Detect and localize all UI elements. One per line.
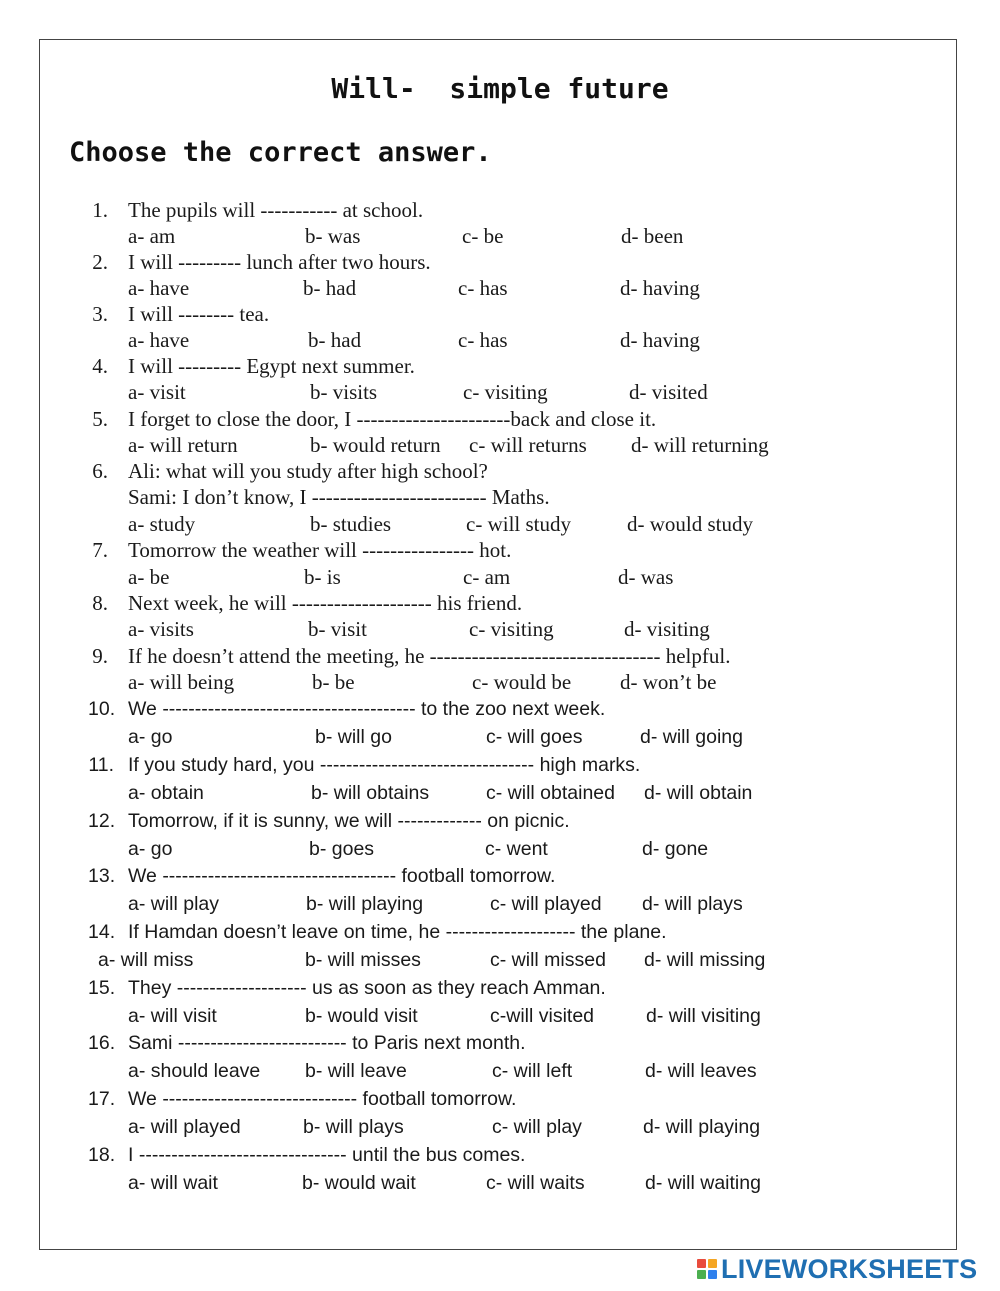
answer-option-c[interactable]: c- visiting xyxy=(463,380,548,404)
question-text: I will --------- lunch after two hours. xyxy=(128,250,431,274)
answer-option-a[interactable]: a- study xyxy=(128,512,196,536)
answer-option-b[interactable]: b- had xyxy=(303,276,357,300)
answer-option-c[interactable]: c- visiting xyxy=(469,617,554,641)
question-number: 8. xyxy=(92,591,108,615)
answer-option-b[interactable]: b- would return xyxy=(310,433,441,457)
question-text: Ali: what will you study after high school? xyxy=(128,459,488,483)
answer-option-d[interactable]: d- will visiting xyxy=(646,1005,761,1027)
answer-option-b[interactable]: b- was xyxy=(305,224,361,248)
question-text: We ------------------------------ football tomorrow. xyxy=(128,1088,517,1110)
logo-text: LIVEWORKSHEETS xyxy=(721,1253,978,1284)
answer-option-a[interactable]: a- will played xyxy=(128,1116,241,1138)
answer-option-c[interactable]: c- will left xyxy=(492,1060,573,1082)
answer-option-b[interactable]: b- will obtains xyxy=(311,782,430,804)
answer-option-c[interactable]: c- will missed xyxy=(490,949,606,971)
answer-option-c[interactable]: c- will goes xyxy=(486,726,583,748)
question-text: Next week, he will -------------------- his friend. xyxy=(128,591,523,615)
answer-option-a[interactable]: a- will play xyxy=(128,893,220,915)
instruction-text: Choose the correct answer. xyxy=(69,137,492,168)
answer-option-d[interactable]: d- will going xyxy=(640,726,743,748)
answer-option-c[interactable]: c- be xyxy=(462,224,504,248)
answer-option-d[interactable]: d- will waiting xyxy=(645,1172,761,1194)
question-text: If Hamdan doesn’t leave on time, he -------------------- the plane. xyxy=(128,921,667,943)
answer-option-d[interactable]: d- having xyxy=(620,276,700,300)
answer-option-d[interactable]: d- was xyxy=(618,565,674,589)
answer-option-a[interactable]: a- visit xyxy=(128,380,186,404)
answer-option-b[interactable]: b- will playing xyxy=(306,893,424,915)
answer-option-c[interactable]: c- has xyxy=(458,328,508,352)
answer-option-b[interactable]: b- had xyxy=(308,328,362,352)
answer-option-d[interactable]: d- will plays xyxy=(642,893,743,915)
answer-option-a[interactable]: a- am xyxy=(128,224,176,248)
answer-option-b[interactable]: b- will misses xyxy=(305,949,421,971)
liveworksheets-logo[interactable] xyxy=(697,1252,977,1286)
answer-option-b[interactable]: b- studies xyxy=(310,512,392,536)
answer-option-a[interactable]: a- visits xyxy=(128,617,194,641)
answer-option-c[interactable]: c- will study xyxy=(466,512,571,536)
question-number: 16. xyxy=(88,1032,116,1054)
question-text: The pupils will ----------- at school. xyxy=(128,198,424,222)
question-text: I -------------------------------- until the bus comes. xyxy=(128,1144,526,1166)
question-number: 10. xyxy=(88,698,116,720)
answer-option-c[interactable]: c- will returns xyxy=(469,433,587,457)
answer-option-d[interactable]: d- will playing xyxy=(643,1116,761,1138)
answer-option-a[interactable]: a- go xyxy=(128,838,173,860)
question-number: 1. xyxy=(92,198,108,222)
answer-option-a[interactable]: a- have xyxy=(128,276,190,300)
answer-option-b[interactable]: b- would wait xyxy=(302,1172,416,1194)
question-number: 6. xyxy=(92,459,108,483)
answer-option-d[interactable]: d- won’t be xyxy=(620,670,717,694)
answer-option-a[interactable]: a- will return xyxy=(128,433,238,457)
question-number: 2. xyxy=(92,250,108,274)
question-text: Sami -------------------------- to Paris next month. xyxy=(128,1032,526,1054)
answer-option-c[interactable]: c- went xyxy=(485,838,548,860)
answer-option-a[interactable]: a- go xyxy=(128,726,173,748)
answer-option-b[interactable]: b- be xyxy=(312,670,355,694)
answer-option-c[interactable]: c- has xyxy=(458,276,508,300)
answer-option-b[interactable]: b- goes xyxy=(309,838,375,860)
answer-option-b[interactable]: b- will go xyxy=(315,726,392,748)
question-number: 3. xyxy=(92,302,108,326)
liveworksheets-logo-icon xyxy=(697,1259,717,1279)
question-number: 14. xyxy=(88,921,116,943)
answer-option-d[interactable]: d- would study xyxy=(627,512,753,536)
answer-option-b[interactable]: b- visits xyxy=(310,380,378,404)
question-text: Tomorrow, if it is sunny, we will ------------- on picnic. xyxy=(128,810,570,832)
answer-option-c[interactable]: c- will play xyxy=(492,1116,582,1138)
answer-option-b[interactable]: b- would visit xyxy=(305,1005,418,1027)
answer-option-c[interactable]: c-will visited xyxy=(490,1005,595,1027)
question-number: 17. xyxy=(88,1088,116,1110)
question-text: Tomorrow the weather will ---------------- hot. xyxy=(128,538,512,562)
question-text: If you study hard, you --------------------------------- high marks. xyxy=(128,754,641,776)
answer-option-c[interactable]: c- will played xyxy=(490,893,602,915)
answer-option-b[interactable]: b- will leave xyxy=(305,1060,407,1082)
question-text: I will -------- tea. xyxy=(128,302,270,326)
answer-option-a[interactable]: a- should leave xyxy=(128,1060,261,1082)
question-number: 18. xyxy=(88,1144,116,1166)
answer-option-b[interactable]: b- is xyxy=(304,565,341,589)
answer-option-d[interactable]: d- will returning xyxy=(631,433,769,457)
question-number: 5. xyxy=(92,407,108,431)
answer-option-c[interactable]: c- will obtained xyxy=(486,782,615,804)
answer-option-d[interactable]: d- gone xyxy=(642,838,709,860)
answer-option-a[interactable]: a- have xyxy=(128,328,190,352)
answer-option-d[interactable]: d- been xyxy=(621,224,684,248)
question-number: 7. xyxy=(92,538,108,562)
answer-option-a[interactable]: a- will miss xyxy=(98,949,194,971)
question-number: 4. xyxy=(92,354,108,378)
answer-option-c[interactable]: c- will waits xyxy=(486,1172,585,1194)
question-text: They -------------------- us as soon as they reach Amman. xyxy=(128,977,606,999)
answer-option-d[interactable]: d- will leaves xyxy=(645,1060,757,1082)
question-text: We --------------------------------------- to the zoo next week. xyxy=(128,698,606,720)
question-text-continued: Sami: I don’t know, I ------------------------- Maths. xyxy=(128,485,550,509)
question-number: 11. xyxy=(88,754,114,776)
question-number: 13. xyxy=(88,865,116,887)
answer-option-a[interactable]: a- will being xyxy=(128,670,235,694)
answer-option-b[interactable]: b- visit xyxy=(308,617,367,641)
answer-option-a[interactable]: a- will wait xyxy=(128,1172,218,1194)
answer-option-b[interactable]: b- will plays xyxy=(303,1116,404,1138)
question-text: If he doesn’t attend the meeting, he --------------------------------- helpful. xyxy=(128,644,731,668)
answer-option-a[interactable]: a- obtain xyxy=(128,782,204,804)
question-number: 9. xyxy=(92,644,108,668)
answer-option-a[interactable]: a- be xyxy=(128,565,170,589)
question-text: I forget to close the door, I ----------------------back and close it. xyxy=(128,407,657,431)
worksheet-title: Will- simple future xyxy=(331,72,669,105)
question-text: We ------------------------------------ football tomorrow. xyxy=(128,865,556,887)
answer-option-d[interactable]: d- visiting xyxy=(624,617,710,641)
answer-option-a[interactable]: a- will visit xyxy=(128,1005,217,1027)
question-number: 12. xyxy=(88,810,116,832)
answer-option-c[interactable]: c- am xyxy=(463,565,511,589)
question-number: 15. xyxy=(88,977,116,999)
answer-option-d[interactable]: d- visited xyxy=(629,380,708,404)
answer-option-d[interactable]: d- will obtain xyxy=(644,782,753,804)
answer-option-c[interactable]: c- would be xyxy=(472,670,572,694)
answer-option-d[interactable]: d- having xyxy=(620,328,700,352)
question-text: I will --------- Egypt next summer. xyxy=(128,354,415,378)
answer-option-d[interactable]: d- will missing xyxy=(644,949,766,971)
